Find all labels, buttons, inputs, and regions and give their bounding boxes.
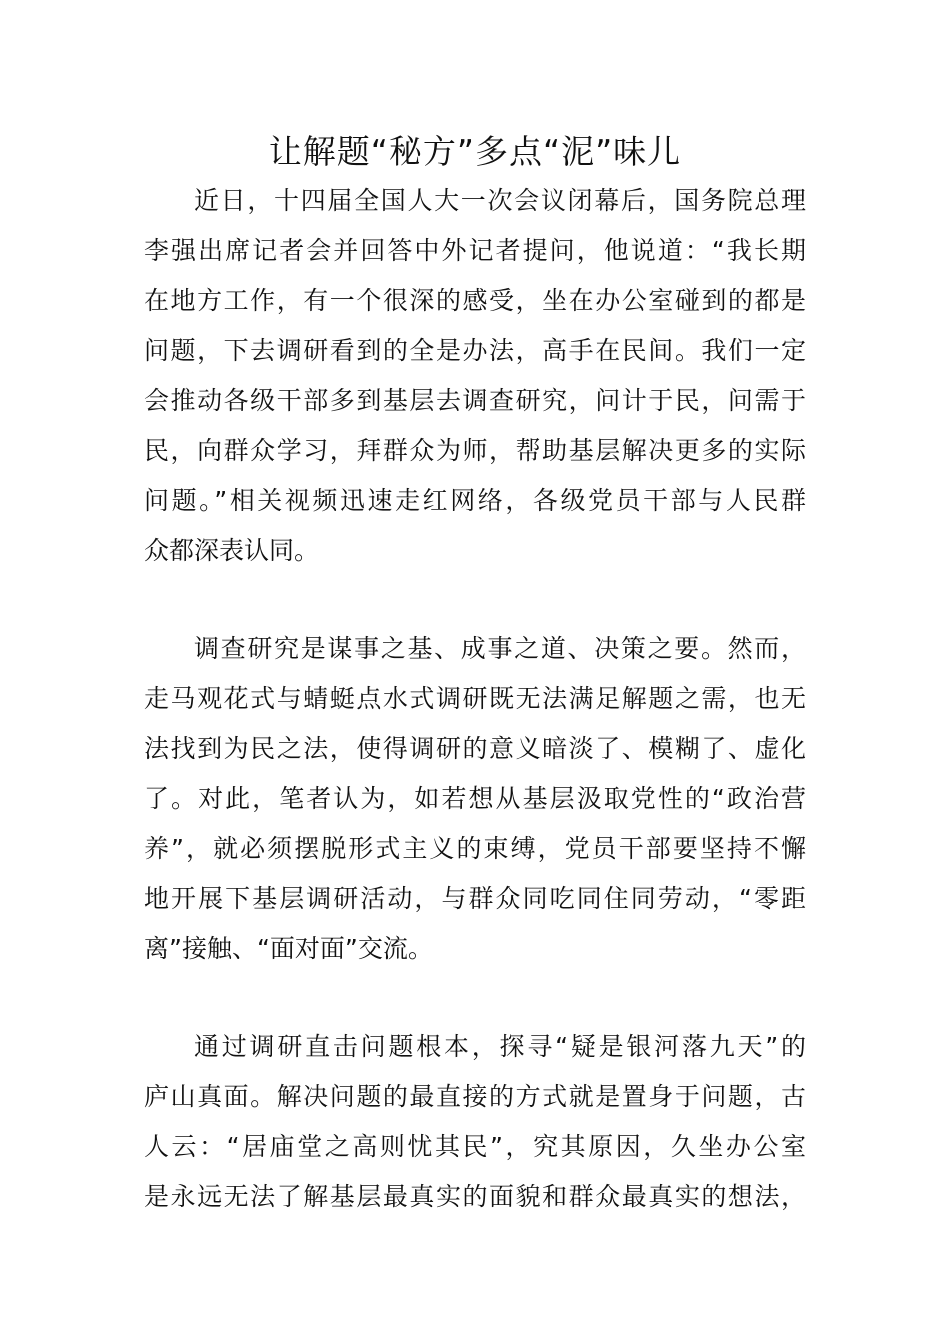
paragraph-line: 地开展下基层调研活动，与群众同吃同住同劳动，“零距 [144,884,806,913]
paragraph-line: 李强出席记者会并回答中外记者提问，他说道：“我长期 [144,236,806,265]
paragraph-line: 在地方工作，有一个很深的感受，坐在办公室碰到的都是 [144,286,806,315]
paragraph-line: 养”，就必须摆脱形式主义的束缚，党员干部要坚持不懈 [144,834,806,863]
paragraph-line: 会推动各级干部多到基层去调查研究，问计于民，问需于 [144,386,806,415]
paragraph-line: 问题，下去调研看到的全是办法，高手在民间。我们一定 [144,336,806,365]
paragraph-line: 了。对此，笔者认为，如若想从基层汲取党性的“政治营 [144,784,806,813]
paragraph-line: 走马观花式与蜻蜓点水式调研既无法满足解题之需，也无 [144,684,806,713]
paragraph-line: 近日，十四届全国人大一次会议闭幕后，国务院总理 [194,186,806,215]
paragraph-line: 众都深表认同。 [144,536,320,565]
paragraph-line: 问题。”相关视频迅速走红网络，各级党员干部与人民群 [144,486,806,515]
paragraph-line: 调查研究是谋事之基、成事之道、决策之要。然而， [194,634,806,663]
paragraph-line: 民，向群众学习，拜群众为师，帮助基层解决更多的实际 [144,436,806,465]
paragraph-line: 是永远无法了解基层最真实的面貌和群众最真实的想法， [144,1182,806,1211]
paragraph-2 [144,624,806,974]
paragraph-line: 法找到为民之法，使得调研的意义暗淡了、模糊了、虚化 [144,734,806,763]
paragraph-1 [144,176,806,576]
paragraph-3 [144,1022,806,1222]
document-title: 让解题“秘方”多点“泥”味儿 [268,132,682,171]
paragraph-line: 人云：“居庙堂之高则忧其民”，究其原因，久坐办公室 [144,1132,806,1161]
paragraph-line: 庐山真面。解决问题的最直接的方式就是置身于问题，古 [144,1082,806,1111]
paragraph-line: 离”接触、“面对面”交流。 [144,934,433,963]
paragraph-line: 通过调研直击问题根本，探寻“疑是银河落九天”的 [194,1032,806,1061]
